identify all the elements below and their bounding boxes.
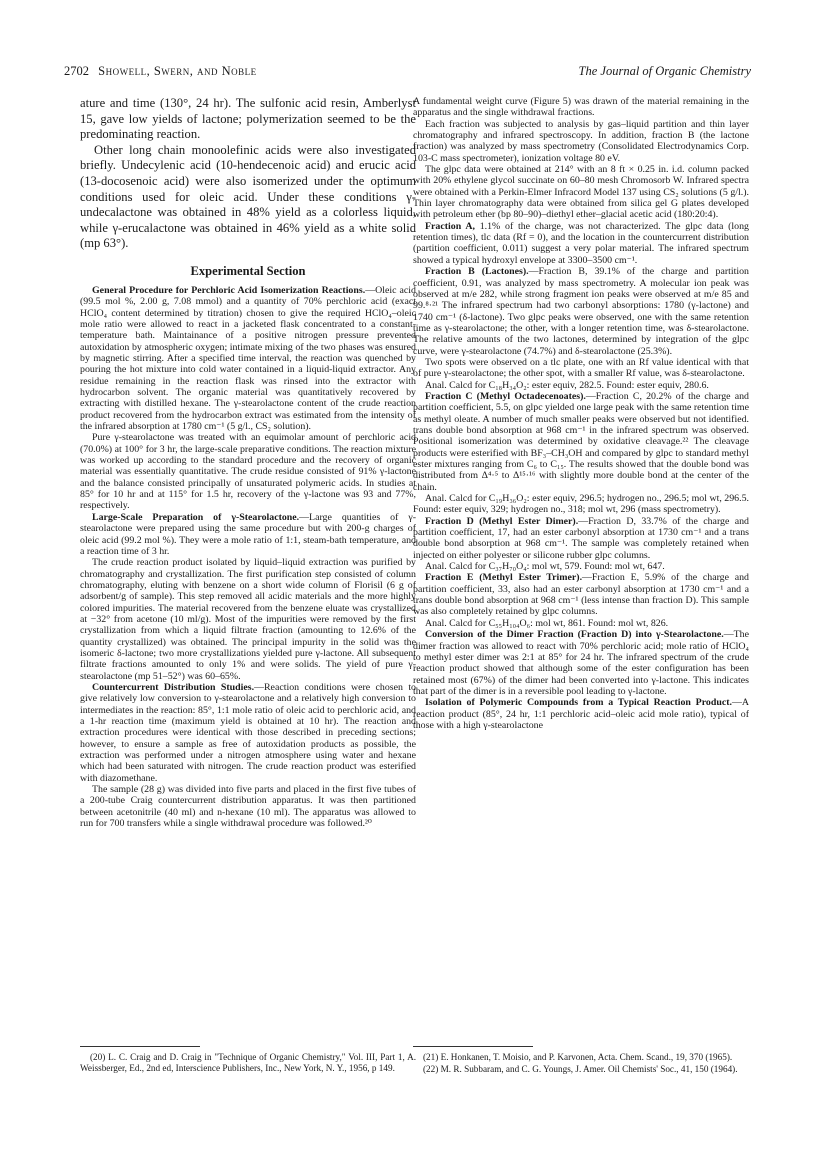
section-title: Experimental Section <box>190 263 306 278</box>
footnotes-right <box>413 1052 749 1076</box>
header-left <box>64 64 257 79</box>
paragraph <box>413 164 749 221</box>
run-in-heading: General Procedure for Perchloric Acid Isomerization Reactions. <box>92 284 366 296</box>
paragraph-text: 1.1% of the charge, was not characterized. The glpc data (long retention times), tlc data (Rf = 0), and the location in the countercurrent distribution (partition coefficient, 0.011) suggest a very polar material. The infrared spectrum showed a typical hydroxyl envelope at 3300–3500 cm⁻¹. <box>413 220 749 266</box>
paragraph <box>80 432 416 511</box>
paragraph-text: —The dimer fraction was allowed to react with 70% perchloric acid; mole ratio of HClO₄ to methyl ester dimer was 2:1 at 85° for 24 hr. The infrared spectrum of the crude reaction product showed that although some of the ester configuration has been retained most (67%) of the dimer had been converted into γ-lactone. This indicates that part of the dimer is in a reversible pool leading to γ-lactone. <box>413 629 749 697</box>
page-number: 2702 <box>64 64 89 78</box>
paragraph-text: —Fraction D, 33.7% of the charge and partition coefficient, 17, had an ester carbonyl absorption at 1730 cm⁻¹ and a trans double bond absorption at 968 cm⁻¹. The sample was completely retained when injected on either polyester or silicone rubber glpc columns. <box>413 515 749 561</box>
paragraph <box>413 266 749 357</box>
running-header <box>64 64 751 80</box>
run-in-heading: Fraction C (Methyl Octadecenoates). <box>425 390 586 402</box>
paragraph <box>413 697 749 731</box>
paragraph-text: The glpc data were obtained at 214° with an 8 ft × 0.25 in. i.d. column packed with 20% ethylene glycol succinate on 60–80 mesh Chromosorb W. Infrared spectra were obtained with a Perkin-Elmer Infracord Model 137 using CS₂ solutions (5 g/l.). Thin layer chromatography data were obtained from silica gel G plates developed with petroleum ether (bp 80–90)–diethyl ether–glacial acetic acid (180:20:4). <box>413 164 749 221</box>
paragraph <box>413 516 749 561</box>
right-column <box>413 96 749 1044</box>
paragraph <box>413 629 749 697</box>
paragraph-text: The sample (28 g) was divided into five parts and placed in the first five tubes of a 200-tube Craig countercurrent distribution apparatus. It was then partitioned between acetonitrile (40 ml) and n-hexane (10 ml). The apparatus was allowed to run for 700 transfers while a single withdrawal procedure was followed.²⁰ <box>80 784 416 830</box>
paragraph <box>80 557 416 682</box>
paragraph-text: —A reaction product (85°, 24 hr, 1:1 perchloric acid–oleic acid mole ratio), typical of those with a high γ-stearolactone <box>413 697 749 731</box>
paragraph <box>413 391 749 493</box>
running-authors: Showell, Swern, and Noble <box>98 64 257 78</box>
paragraph <box>80 512 416 557</box>
run-in-heading: Fraction E (Methyl Ester Trimer). <box>425 572 583 584</box>
footnote-rule <box>80 1046 200 1047</box>
run-in-heading: Fraction D (Methyl Ester Dimer). <box>425 515 579 527</box>
paragraph-text: Anal. Calcd for C₅₅H₁₀₄O₆: mol wt, 861. Found: mol wt, 826. <box>425 617 669 629</box>
run-in-heading: Fraction B (Lactones). <box>425 266 529 278</box>
paragraph <box>413 380 749 391</box>
run-in-heading: Conversion of the Dimer Fraction (Fraction D) into γ-Stearolactone. <box>425 629 724 641</box>
right-paragraphs <box>413 96 749 731</box>
paragraph-text: A fundamental weight curve (Figure 5) was drawn of the material remaining in the apparatus and the single withdrawal fractions. <box>413 96 749 119</box>
paragraph <box>413 96 749 119</box>
footnote: (20) L. C. Craig and D. Craig in "Technique of Organic Chemistry," Vol. III, Part 1, A. Weissberger, Ed., 2nd ed, Interscience Publishers, Inc., New York, N. Y., 1956, p 149. <box>80 1052 416 1073</box>
paragraph <box>413 618 749 629</box>
footnote: (21) E. Honkanen, T. Moisio, and P. Karvonen, Acta. Chem. Scand., 19, 370 (1965). <box>423 1052 733 1062</box>
paragraph <box>413 119 749 164</box>
paragraph-text: —Reaction conditions were chosen to give relatively low conversion to γ-stearolactone and a relatively high conversion to intermediates in the reaction: 85°, 1:1 mole ratio of oleic acid to perchloric acid, and a 1-hr reaction time (maximum yield is obtained at 10 hr). The reaction and extraction procedures were identical with those described in preceding sections; however, to ensure a sample as free of autoxidation products as possible, the extraction was performed under a nitrogen atmosphere using water and hexane which had been saturated with nitrogen. The crude reaction product was esterified with diazomethane. <box>80 681 416 784</box>
footnote-rule <box>413 1046 533 1047</box>
run-in-heading: Fraction A, <box>425 220 475 232</box>
paragraph-text: —Fraction E, 5.9% of the charge and partition coefficient, 33, also had an ester carbonyl absorption at 1730 cm⁻¹ and a trans double bond absorption at 968 cm⁻¹ (less intense than fraction D). This sample was also completely retained by glpc columns. <box>413 572 749 618</box>
paragraph-text: Pure γ-stearolactone was treated with an equimolar amount of perchloric acid (70.0%) at 100° for 3 hr, the large-scale preparative conditions. The reaction mixture was worked up according to the standard procedure and the recovery of organic material was essentially quantitative. The crude residue consisted of 91% γ-lactone and the balance consisted principally of unsaturated polymeric acids. In studies at 85° for 10 hr and at 115° for 1.5 hr, recovery of the γ-lactone was 93 and 77%, respectively. <box>80 432 416 512</box>
paragraph <box>413 221 749 266</box>
paragraph-text: Anal. Calcd for C₃₇H₇₀O₄: mol wt, 579. Found: mol wt, 647. <box>425 561 665 573</box>
run-in-heading: Isolation of Polymeric Compounds from a Typical Reaction Product. <box>425 697 732 709</box>
paragraph-text: —Fraction C, 20.2% of the charge and partition coefficient, 5.5, on glpc yielded one large peak with the same retention time as methyl oleate. A number of much smaller peaks were observed but not identified. trans double bond absorption at 968 cm⁻¹ in the infrared spectrum was observed. Positional isomerization was determined by oxidative cleavage.²² The cleavage products were esterified with BF₃–CH₃OH and compared by glpc to standard methyl ester mixtures ranging from C₆ to C₁₅. The results showed that the double bond was distributed from Δ⁴·⁵ to Δ¹⁵·¹⁶ with slightly more double bond at the center of the chain. <box>413 390 749 493</box>
paragraph-text: —Oleic acid (99.5 mol %, 2.00 g, 7.08 mmol) and a quantity of 70% perchloric acid (exact HClO₄ content determined by titration) chosen to give the required HClO₄–oleic mole ratio were allowed to react in a jacketed flask concentrated to a constant-temperature bath. Maintainance of a positive nitrogen pressure prevented autoxidation by atmospheric oxygen; intimate mixing of the two phases was ensured by magnetic stirring. After a specified time interval, the reaction was quenched by pouring the hot mixture into cold water contained in a liquid-liquid extractor. Any residue remaining in the reaction flask was rinsed into the extractor with hydrocarbon solvent. The organic material was quantitatively recovered by extracting with distilled hexane. The γ-stearolactone content of the crude reaction product recovered from the hydrocarbon extract was estimated from the intensity of the infrared absorption at 1780 cm⁻¹ (5 g/l., CS₂ solution). <box>80 284 416 433</box>
paragraph-text: —Fraction B, 39.1% of the charge and partition coefficient, 0.91, was analyzed by mass spectrometry. A molecular ion peak was observed at m/e 282, while strong fragment ion peaks were observed at m/e 85 and 99.⁸·²¹ The infrared spectrum had two carbonyl absorptions: 1780 (γ-lactone) and 1740 cm⁻¹ (δ-lactone). Two glpc peaks were observed, one with the same retention time as γ-stearolactone; the other, with a longer retention time, was δ-stearolactone. The relative amounts of the two lactones, determined by integration of the glpc curve, were γ-stearolactone (74.7%) and δ-stearolactone (25.3%). <box>413 266 749 357</box>
paragraph-text: Each fraction was subjected to analysis by gas–liquid partition and thin layer chromatography and infrared spectroscopy. In addition, fraction B (the lactone fraction) was analyzed by mass spectrometry (Consolidated Electrodynamics Corp. 103-C mass spectrometer), ionization voltage 80 eV. <box>413 118 749 164</box>
left-column <box>80 96 416 1036</box>
paragraph <box>80 784 416 829</box>
paragraph <box>413 493 749 516</box>
paragraph-text: Two spots were observed on a tlc plate, one with an Rf value identical with that of pure γ-stearolactone; the other spot, with a smaller Rf value, was δ-stearolactone. <box>413 356 749 380</box>
run-in-heading: Large-Scale Preparation of γ-Stearolactone. <box>92 511 300 523</box>
paragraph-text: Anal. Calcd for C₁₉H₃₆O₂: ester equiv, 296.5; hydrogen no., 296.5; mol wt, 296.5. Found: ester equiv, 329; hydrogen no., 318; mol wt, 296 (mass spectrometry). <box>413 493 749 516</box>
intro-paragraph: Other long chain monoolefinic acids were also investigated briefly. Undecylenic acid (10-hendecenoic acid) and erucic acid (13-docosenoic acid) were also isomerized under the optimum conditions used for oleic acid. Under these conditions γ-undecalactone was obtained in 48% yield as a colorless liquid, while γ-erucalactone was obtained in 46% yield as a white solid (mp 63°). <box>80 142 416 251</box>
journal-name: The Journal of Organic Chemistry <box>578 64 751 78</box>
paragraph <box>80 682 416 784</box>
paragraph <box>413 572 749 617</box>
paragraph <box>413 561 749 572</box>
footnote: (22) M. R. Subbaram, and C. G. Youngs, J. Amer. Oil Chemists' Soc., 41, 150 (1964). <box>423 1064 738 1074</box>
footnotes-left <box>80 1052 416 1075</box>
paragraph-text: —Large quantities of γ-stearolactone were prepared using the same procedure but with 200-g charges of oleic acid (99.2 mol %). They were a mole ratio of 1:1, steam-bath temperature, and a reaction time of 3 hr. <box>80 511 416 557</box>
paragraph-text: Anal. Calcd for C₁₈H₃₄O₂: ester equiv, 282.5. Found: ester equiv, 280.6. <box>425 379 709 391</box>
paragraph-text: The crude reaction product isolated by liquid–liquid extraction was purified by chromatography and crystallization. The first purification step consisted of column chromatography, eluting with benzene on a short wide column of Florisil (6 g of adsorbent/g of sample). This step removed all acidic materials and the more highly colored impurities. The material recovered from the benzene eluate was crystallized at −32° from acetone (10 ml/g). Most of the impurities were removed by the first crystallization from which a liquid filtrate fraction (amounting to 12.6% of the quantity crystallized) was obtained. The principal impurity in the solid was the isomeric δ-lactone; two more crystallizations yielded pure γ-lactone. All subsequent filtrate fractions amounted to only 1% and were solids. The yield of pure γ-stearolactone (mp 51–52°) was 60–65%. <box>80 557 416 682</box>
paragraph <box>413 357 749 380</box>
intro-paragraph: ature and time (130°, 24 hr). The sulfonic acid resin, Amberlyst 15, gave low yields of lactone; polymerization seemed to be the predominating reaction. <box>80 96 416 142</box>
run-in-heading: Countercurrent Distribution Studies. <box>92 681 255 693</box>
experimental-paragraphs <box>80 285 416 830</box>
paragraph <box>80 285 416 432</box>
